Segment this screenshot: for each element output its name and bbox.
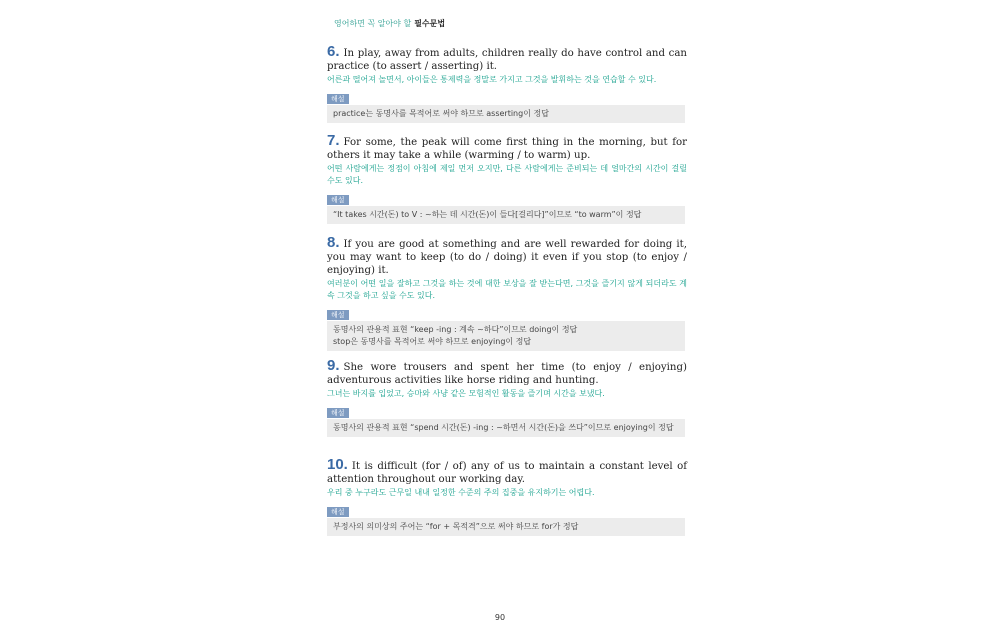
question-sentence: It is difficult (for / of) any of us to maintain a constant level of attention throughout our working day. xyxy=(327,461,687,485)
explanation-line: stop은 동명사를 목적어로 써야 하므로 enjoying이 정답 xyxy=(333,337,532,346)
question-translation: 어떤 사람에게는 정점이 아침에 제일 먼저 오지만, 다른 사람에게는 준비되는 데 얼마간의 시간이 걸릴 수도 있다. xyxy=(327,164,687,185)
explanation-box xyxy=(327,206,685,224)
question-translation: 우리 중 누구라도 근무일 내내 일정한 수준의 주의 집중을 유지하기는 어렵다. xyxy=(327,488,595,497)
question-number: 6. xyxy=(327,43,340,60)
question-8 xyxy=(327,236,687,351)
header-prefix: 영어하면 꼭 알아야 할 xyxy=(334,19,412,28)
running-header xyxy=(334,18,445,29)
question-english xyxy=(327,359,687,387)
question-english xyxy=(327,134,687,162)
header-title: 필수문법 xyxy=(414,19,446,28)
question-english xyxy=(327,458,687,486)
question-number: 9. xyxy=(327,357,340,374)
explanation-line: 동명사의 관용적 표현 “keep -ing : 계속 ~하다”이므로 doing이 정답 xyxy=(333,325,578,334)
explanation-tag: 해설 xyxy=(327,408,349,418)
explanation-tag: 해설 xyxy=(327,507,349,517)
question-english xyxy=(327,236,687,277)
question-9 xyxy=(327,359,687,437)
question-translation: 어른과 떨어져 놀면서, 아이들은 통제력을 정말로 가지고 그것을 발휘하는 것을 연습할 수 있다. xyxy=(327,75,657,84)
question-sentence: If you are good at something and are well rewarded for doing it, you may want to keep (to do / doing) it even if you stop (to enjoy / enjoying) it. xyxy=(327,239,687,276)
question-number: 7. xyxy=(327,132,340,149)
explanation-tag: 해설 xyxy=(327,310,349,320)
explanation-line: 부정사의 의미상의 주어는 “for + 목적격”으로 써야 하므로 for가 정답 xyxy=(333,522,579,531)
explanation-box xyxy=(327,105,685,123)
question-sentence: She wore trousers and spent her time (to enjoy / enjoying) adventurous activities like horse riding and hunting. xyxy=(327,362,687,386)
explanation-tag: 해설 xyxy=(327,195,349,205)
question-10 xyxy=(327,458,687,536)
explanation-box xyxy=(327,518,685,536)
question-translation: 여러분이 어떤 일을 잘하고 그것을 하는 것에 대한 보상을 잘 받는다면, 그것을 즐기지 않게 되더라도 계속 그것을 하고 싶을 수도 있다. xyxy=(327,279,687,300)
explanation-line: practice는 동명사를 목적어로 써야 하므로 asserting이 정답 xyxy=(333,109,549,118)
question-6 xyxy=(327,45,687,123)
question-number: 10. xyxy=(327,456,348,473)
explanation-box xyxy=(327,321,685,351)
explanation-line: “It takes 시간(돈) to V : ~하는 데 시간(돈)이 들다[걸리다]”이므로 “to warm”이 정답 xyxy=(333,210,642,219)
page-number: 90 xyxy=(494,613,506,622)
question-sentence: For some, the peak will come first thing in the morning, but for others it may take a while (warming / to warm) up. xyxy=(327,137,687,161)
question-number: 8. xyxy=(327,234,340,251)
question-sentence: In play, away from adults, children really do have control and can practice (to assert / asserting) it. xyxy=(327,48,687,72)
question-7 xyxy=(327,134,687,224)
explanation-line: 동명사의 관용적 표현 “spend 시간(돈) -ing : ~하면서 시간(돈)을 쓰다”이므로 enjoying이 정답 xyxy=(333,423,674,432)
explanation-box xyxy=(327,419,685,437)
question-english xyxy=(327,45,687,73)
explanation-tag: 해설 xyxy=(327,94,349,104)
question-translation: 그녀는 바지를 입었고, 승마와 사냥 같은 모험적인 활동을 즐기며 시간을 보냈다. xyxy=(327,389,605,398)
